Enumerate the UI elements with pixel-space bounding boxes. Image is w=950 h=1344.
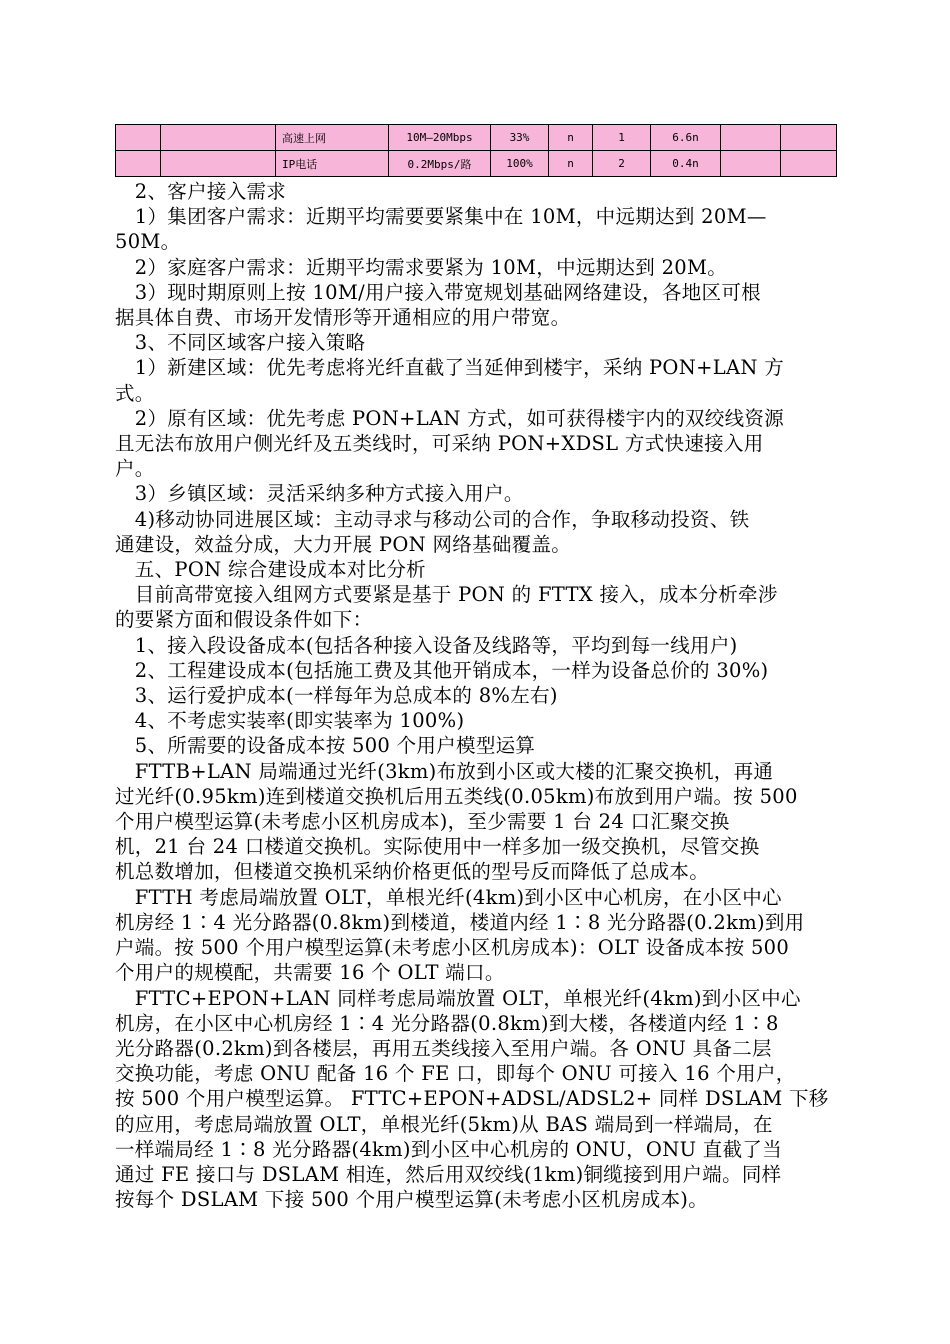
text-line: 个用户模型运算(未考虑小区机房成本)，至少需要 1 台 24 口汇聚交换 (115, 810, 730, 834)
service-bandwidth-table (115, 124, 837, 177)
text-line: 式。 (115, 381, 155, 405)
text-line: 2）原有区域：优先考虑 PON+LAN 方式，如可获得楼宇内的双绞线资源 (115, 406, 785, 430)
paragraph (115, 507, 837, 557)
paragraph (115, 885, 837, 986)
table-cell (161, 125, 276, 151)
paragraph (115, 633, 837, 658)
text-line: 且无法布放用户侧光纤及五类线时，可采纳 PON+XDSL 方式快速接入用 (115, 432, 764, 456)
table-row (116, 151, 837, 177)
text-line: 的要紧方面和假设条件如下： (115, 608, 373, 632)
text-line: 光分路器(0.2km)到各楼层，再用五类线接入至用户端。各 ONU 具备二层 (115, 1036, 772, 1060)
text-line: 个用户的规模配，共需要 16 个 OLT 端口。 (115, 961, 505, 985)
table-row (116, 125, 837, 151)
table-cell: n (549, 151, 593, 177)
text-line: 机房经 1∶4 光分路器(0.8km)到楼道，楼道内经 1∶8 光分路器(0.2km)到用 (115, 910, 805, 934)
paragraph (115, 280, 837, 330)
text-line: 1）新建区域：优先考虑将光纤直截了当延伸到楼宇，采纳 PON+LAN 方 (115, 356, 785, 380)
text-line: 3）现时期原则上按 10M/用户接入带宽规划基础网络建设，各地区可根 (115, 280, 761, 304)
text-line: 2）家庭客户需求：近期平均需求要紧为 10M，中远期达到 20M。 (115, 255, 728, 279)
text-line: 机，21 台 24 口楼道交换机。实际使用中一样多加一级交换机，尽管交换 (115, 835, 760, 859)
text-line: 据具体自费、市场开发情形等开通相应的用户带宽。 (115, 306, 571, 330)
text-line: 五、PON 综合建设成本对比分析 (115, 558, 426, 582)
paragraph (115, 179, 837, 204)
text-line: 4)移动协同进展区域：主动寻求与移动公司的合作，争取移动投资、铁 (115, 507, 750, 531)
text-line: 1、接入段设备成本(包括各种接入设备及线路等，平均到每一线用户) (115, 633, 738, 657)
table-cell: 33% (491, 125, 549, 151)
paragraph (115, 557, 837, 582)
text-line: 50M。 (115, 230, 181, 254)
table-cell: 6.6n (651, 125, 721, 151)
text-line: 3）乡镇区域：灵活采纳多种方式接入用户。 (115, 482, 524, 506)
body-text (115, 179, 837, 1212)
text-line: 交换功能，考虑 ONU 配备 16 个 FE 口，即每个 ONU 可接入 16 个用户， (115, 1062, 796, 1086)
text-line: 4、不考虑实装率(即实装率为 100%) (115, 709, 465, 733)
table-cell: 0.4n (651, 151, 721, 177)
table-cell: 0.2Mbps/路 (389, 151, 491, 177)
paragraph (115, 204, 837, 254)
paragraph (115, 658, 837, 683)
text-line: 3、不同区域客户接入策略 (115, 331, 366, 355)
table-cell: IP电话 (276, 151, 389, 177)
text-line: 3、运行爱护成本(一样每年为总成本的 8%左右) (115, 684, 558, 708)
table-cell (721, 125, 781, 151)
text-line: 目前高带宽接入组网方式要紧是基于 PON 的 FTTX 接入，成本分析牵涉 (115, 583, 778, 607)
text-line: FTTB+LAN 局端通过光纤(3km)布放到小区或大楼的汇聚交换机，再通 (115, 759, 774, 783)
text-line: FTTH 考虑局端放置 OLT，单根光纤(4km)到小区中心机房，在小区中心 (115, 885, 782, 909)
paragraph (115, 759, 837, 885)
table-cell (721, 151, 781, 177)
table-cell (781, 125, 837, 151)
text-line: 户。 (115, 457, 155, 481)
paragraph (115, 330, 837, 355)
table-body (116, 125, 837, 177)
text-line: FTTC+EPON+LAN 同样考虑局端放置 OLT，单根光纤(4km)到小区中心 (115, 986, 801, 1010)
text-line: 通过 FE 接口与 DSLAM 相连，然后用双绞线(1km)铜缆接到用户端。同样 (115, 1162, 782, 1186)
text-line: 2、工程建设成本(包括施工费及其他开销成本，一样为设备总价的 30%) (115, 658, 769, 682)
table-cell: 高速上网 (276, 125, 389, 151)
table-cell (161, 151, 276, 177)
text-line: 按 500 个用户模型运算。 FTTC+EPON+ADSL/ADSL2+ 同样 DSLAM 下移 (115, 1087, 829, 1111)
table-cell: 1 (593, 125, 651, 151)
paragraph (115, 733, 837, 758)
table-cell (116, 151, 161, 177)
text-line: 一样端局经 1∶8 光分路器(4km)到小区中心机房的 ONU，ONU 直截了当 (115, 1137, 783, 1161)
text-line: 通建设，效益分成，大力开展 PON 网络基础覆盖。 (115, 532, 572, 556)
text-line: 5、所需要的设备成本按 500 个用户模型运算 (115, 734, 536, 758)
table-cell: 2 (593, 151, 651, 177)
text-line: 的应用，考虑局端放置 OLT，单根光纤(5km)从 BAS 端局到一样端局，在 (115, 1112, 773, 1136)
table-cell (781, 151, 837, 177)
table-cell: n (549, 125, 593, 151)
paragraph (115, 582, 837, 632)
paragraph (115, 986, 837, 1213)
table-cell: 10M—20Mbps (389, 125, 491, 151)
paragraph (115, 406, 837, 482)
text-line: 机总数增加，但楼道交换机采纳价格更低的型号反而降低了总成本。 (115, 860, 710, 884)
table-cell (116, 125, 161, 151)
text-line: 过光纤(0.95km)连到楼道交换机后用五类线(0.05km)布放到用户端。按 500 (115, 784, 798, 808)
text-line: 2、客户接入需求 (115, 180, 287, 203)
text-line: 按每个 DSLAM 下接 500 个用户模型运算(未考虑小区机房成本)。 (115, 1188, 709, 1212)
paragraph (115, 708, 837, 733)
paragraph (115, 255, 837, 280)
paragraph (115, 481, 837, 506)
document-page (115, 124, 837, 1212)
paragraph (115, 683, 837, 708)
text-line: 1）集团客户需求：近期平均需要要紧集中在 10M，中远期达到 20M— (115, 205, 767, 229)
text-line: 户端。按 500 个用户模型运算(未考虑小区机房成本)：OLT 设备成本按 500 (115, 936, 790, 960)
text-line: 机房，在小区中心机房经 1∶4 光分路器(0.8km)到大楼，各楼道内经 1∶8 (115, 1011, 779, 1035)
table-cell: 100% (491, 151, 549, 177)
paragraph (115, 355, 837, 405)
